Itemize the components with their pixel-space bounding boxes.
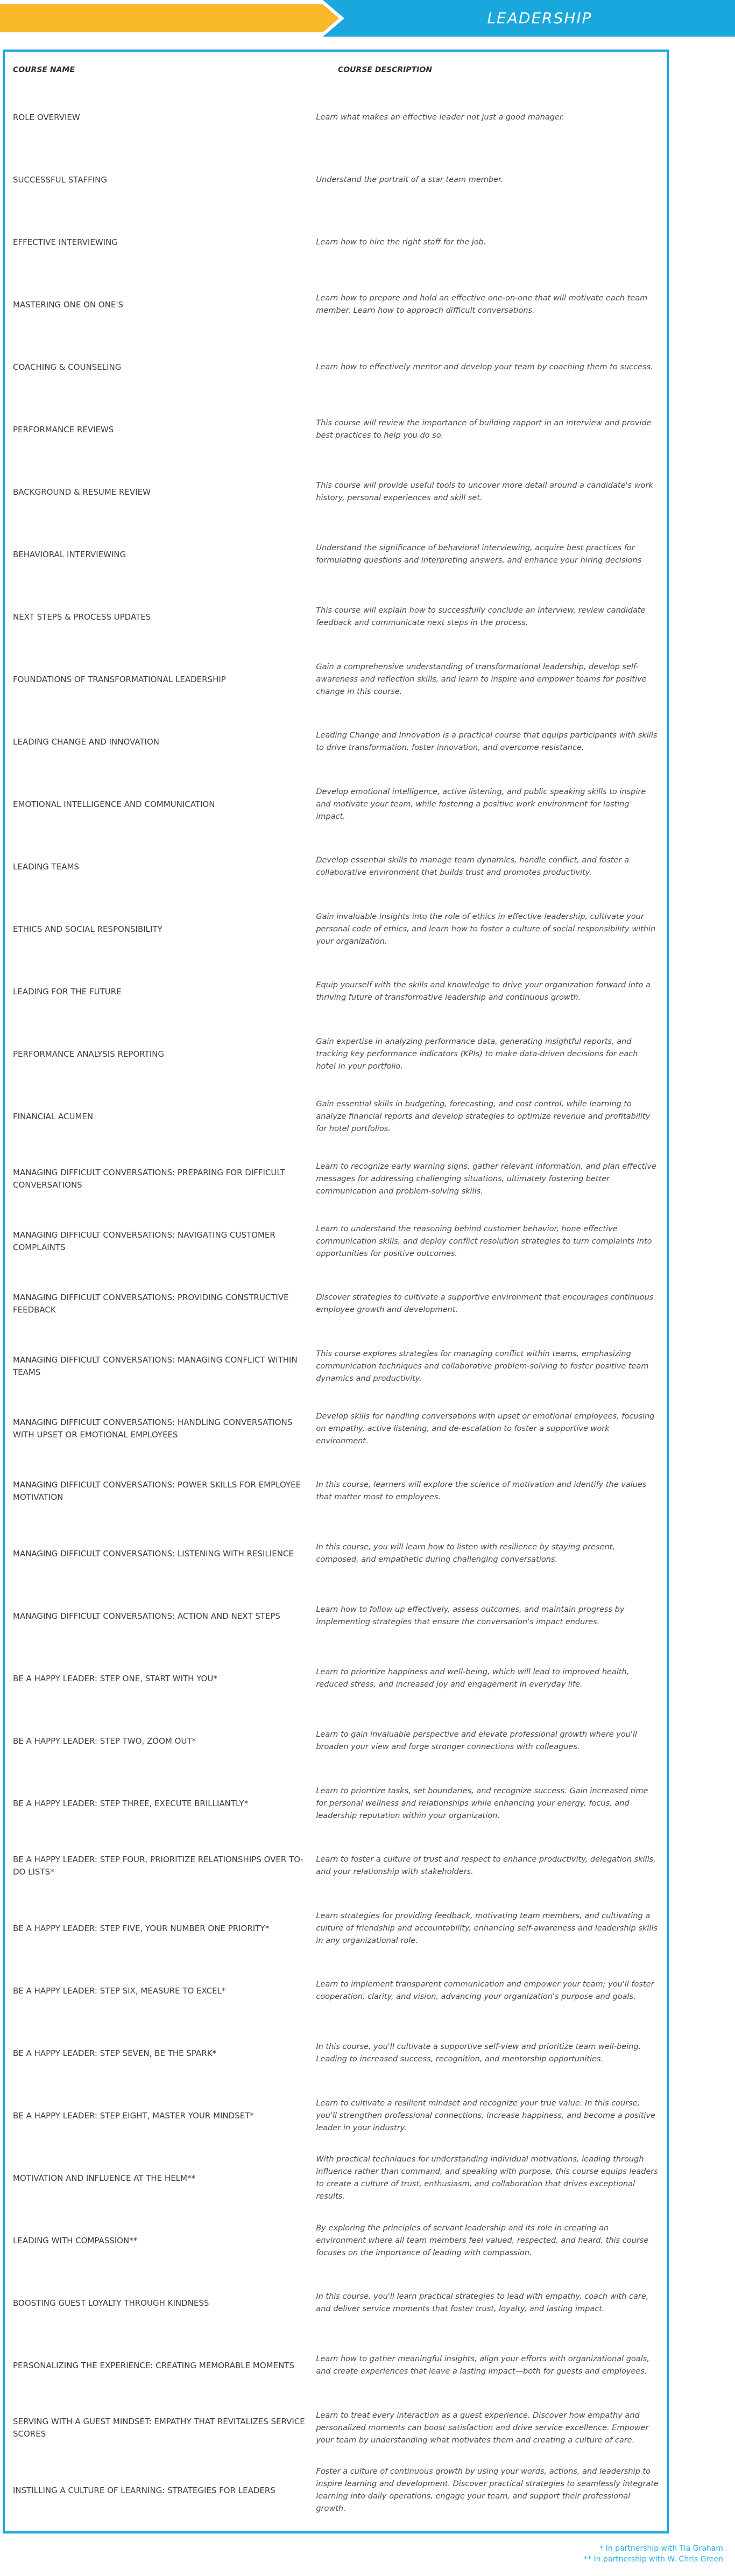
table-row xyxy=(13,2147,659,2209)
course-name: INSTILLING A CULTURE OF LEARNING: STRATEGIES FOR LEADERS xyxy=(13,2485,275,2495)
table-row xyxy=(13,2397,659,2459)
table-row xyxy=(13,1835,659,1897)
course-description: Learn to foster a culture of trust and respect to enhance productivity, delegation skills, and your relationship with stakeholders. xyxy=(316,1855,656,1876)
course-name: MOTIVATION AND INFLUENCE AT THE HELM** xyxy=(13,2173,195,2183)
course-description: This course will provide useful tools to uncover more detail around a candidate's work history, personal experiences and skill set. xyxy=(316,481,653,502)
course-name: MANAGING DIFFICULT CONVERSATIONS: LISTENING WITH RESILIENCE xyxy=(13,1548,294,1559)
course-name: BE A HAPPY LEADER: STEP SEVEN, BE THE SPARK* xyxy=(13,2048,217,2058)
course-name: PERFORMANCE ANALYSIS REPORTING xyxy=(13,1049,164,1059)
course-description: Equip yourself with the skills and knowledge to drive your organization forward into a thriving future of transformative leadership and continuous growth. xyxy=(316,981,651,1002)
course-description: This course will review the importance of building rapport in an interview and provide best practices to help you do so. xyxy=(316,419,652,440)
course-description: Learn to prioritize tasks, set boundaries, and recognize success. Gain increased time for personal wellness and relationships while enhancing your energy, focus, and leadership reputation within your organization. xyxy=(316,1786,648,1820)
course-list xyxy=(13,86,659,2522)
table-row xyxy=(13,648,659,711)
course-description: In this course, you'll cultivate a supportive self-view and prioritize team well-being. Leading to increased success, recognition, and mentorship opportunities. xyxy=(316,2042,641,2063)
table-row xyxy=(13,1273,659,1335)
column-header-course-name: COURSE NAME xyxy=(13,66,75,74)
table-row xyxy=(13,1148,659,1210)
table-row xyxy=(13,2209,659,2272)
course-description: Foster a culture of continuous growth by using your words, actions, and leadership to inspire learning and development. Discover practical strategies to seamlessly integrate learning into daily operations, engage your team, and support their professional growth. xyxy=(316,2467,659,2513)
table-row xyxy=(13,960,659,1023)
course-description: Learn how to effectively mentor and develop your team by coaching them to success. xyxy=(316,362,653,371)
course-description: This course will explain how to successfully conclude an interview, review candidate feedback and communicate next steps in the process. xyxy=(316,606,646,627)
table-row xyxy=(13,2334,659,2397)
table-row xyxy=(13,1772,659,1835)
course-description: Understand the significance of behavioral interviewing, acquire best practices for formulating questions and interpreting answers, and enhance your hiring decisions xyxy=(316,544,642,565)
table-row xyxy=(13,1585,659,1647)
course-name: LEADING TEAMS xyxy=(13,861,80,872)
course-name: BEHAVIORAL INTERVIEWING xyxy=(13,549,126,559)
course-name: NEXT STEPS & PROCESS UPDATES xyxy=(13,612,151,622)
course-name: PERFORMANCE REVIEWS xyxy=(13,424,114,434)
course-description: By exploring the principles of servant leadership and its role in creating an environment where all team members feel valued, respected, and heard, this course focuses on the importance of leading with compassion. xyxy=(316,2223,649,2257)
course-description: Gain a comprehensive understanding of transformational leadership, develop self-awareness and reflection skills, and learn to inspire and empower teams for positive change in this course. xyxy=(316,662,647,696)
column-header-course-description: COURSE DESCRIPTION xyxy=(338,66,433,74)
table-row xyxy=(13,273,659,336)
course-description: Develop emotional intelligence, active listening, and public speaking skills to inspire and motivate your team, while fostering a positive work environment for lasting impact. xyxy=(316,787,646,821)
table-row xyxy=(13,398,659,461)
table-row xyxy=(13,1522,659,1585)
table-row xyxy=(13,2272,659,2334)
table-row xyxy=(13,1647,659,1710)
table-row xyxy=(13,773,659,836)
table-row xyxy=(13,1023,659,1085)
course-description: Learn strategies for providing feedback, motivating team members, and cultivating a culture of friendship and accountability, enhancing self-awareness and leadership skills in any organizational role. xyxy=(316,1911,658,1945)
footnote-chris-green: ** In partnership with W. Chris Green xyxy=(584,2555,723,2564)
table-row xyxy=(13,836,659,898)
course-name: MANAGING DIFFICULT CONVERSATIONS: PREPARING FOR DIFFICULT CONVERSATIONS xyxy=(13,1168,285,1190)
page-title: LEADERSHIP xyxy=(487,9,592,27)
course-description: With practical techniques for understanding individual motivations, leading through influence rather than command, and speaking with purpose, this course equips leaders to create a culture of trust, enthusiasm, and collaboration that drives exceptional results. xyxy=(316,2155,658,2201)
table-row xyxy=(13,149,659,211)
banner-yellow-arrow xyxy=(0,4,339,32)
table-row xyxy=(13,586,659,648)
course-name: SUCCESSFUL STAFFING xyxy=(13,174,108,185)
course-description: Develop skills for handling conversations with upset or emotional employees, focusing on empathy, active listening, and de-escalation to foster a supportive work environment. xyxy=(316,1412,655,1445)
course-description: Discover strategies to cultivate a supportive environment that encourages continuous employee growth and development. xyxy=(316,1293,654,1314)
course-description: Leading Change and Innovation is a practical course that equips participants with skills to drive transformation, foster innovation, and overcome resistance. xyxy=(316,731,658,752)
course-name: BE A HAPPY LEADER: STEP TWO, ZOOM OUT* xyxy=(13,1736,196,1746)
course-name: BE A HAPPY LEADER: STEP THREE, EXECUTE BRILLIANTLY* xyxy=(13,1798,249,1808)
course-name: ETHICS AND SOCIAL RESPONSIBILITY xyxy=(13,924,162,934)
course-name: BACKGROUND & RESUME REVIEW xyxy=(13,487,151,497)
table-row xyxy=(13,1210,659,1273)
course-name: MASTERING ONE ON ONE'S xyxy=(13,299,124,310)
table-row xyxy=(13,211,659,273)
course-description: In this course, learners will explore the science of motivation and identify the values that matter most to employees. xyxy=(316,1480,647,1501)
course-description: Understand the portrait of a star team member. xyxy=(316,175,504,184)
table-row xyxy=(13,1085,659,1148)
course-name: MANAGING DIFFICULT CONVERSATIONS: ACTION AND NEXT STEPS xyxy=(13,1611,280,1621)
course-description: Learn to gain invaluable perspective and elevate professional growth where you'll broaden your view and forge stronger connections with colleagues. xyxy=(316,1730,637,1751)
course-name: SERVING WITH A GUEST MINDSET: EMPATHY THAT REVITALIZES SERVICE SCORES xyxy=(13,2417,305,2439)
table-row xyxy=(13,1710,659,1772)
course-name: MANAGING DIFFICULT CONVERSATIONS: HANDLING CONVERSATIONS WITH UPSET OR EMOTIONAL EMPLOYEES xyxy=(13,1417,293,1440)
table-row xyxy=(13,1460,659,1522)
table-row xyxy=(13,2459,659,2522)
course-name: LEADING CHANGE AND INNOVATION xyxy=(13,736,160,747)
course-name: MANAGING DIFFICULT CONVERSATIONS: POWER SKILLS FOR EMPLOYEE MOTIVATION xyxy=(13,1480,301,1502)
course-description: Learn to cultivate a resilient mindset and recognize your true value. In this course, you'll strengthen professional connections, increase happiness, and become a positive leader in your industry. xyxy=(316,2098,656,2132)
course-name: LEADING WITH COMPASSION** xyxy=(13,2235,138,2245)
course-description: Learn to treat every interaction as a guest experience. Discover how empathy and personalized moments can boost satisfaction and drive service excellence. Empower your team by understanding what motivates them and creating a culture of care. xyxy=(316,2411,649,2445)
course-name: MANAGING DIFFICULT CONVERSATIONS: PROVIDING CONSTRUCTIVE FEEDBACK xyxy=(13,1293,289,1315)
course-description: Learn what makes an effective leader not just a good manager. xyxy=(316,113,565,122)
course-description: Learn to implement transparent communication and empower your team; you'll foster cooperation, clarity, and vision, advancing your organization's purpose and goals. xyxy=(316,1980,654,2001)
course-description: In this course, you will learn how to listen with resilience by staying present, composed, and empathetic during challenging conversations. xyxy=(316,1543,615,1564)
course-name: BE A HAPPY LEADER: STEP FIVE, YOUR NUMBER ONE PRIORITY* xyxy=(13,1923,270,1933)
course-description: Learn how to prepare and hold an effective one-on-one that will motivate each team member. Learn how to approach difficult conversations. xyxy=(316,294,648,315)
course-name: BE A HAPPY LEADER: STEP ONE, START WITH YOU* xyxy=(13,1673,217,1683)
course-name: MANAGING DIFFICULT CONVERSATIONS: NAVIGATING CUSTOMER COMPLAINTS xyxy=(13,1230,275,1252)
table-row xyxy=(13,1897,659,1960)
table-row xyxy=(13,898,659,960)
course-name: BE A HAPPY LEADER: STEP SIX, MEASURE TO EXCEL* xyxy=(13,1985,226,1996)
course-name: PERSONALIZING THE EXPERIENCE: CREATING MEMORABLE MOMENTS xyxy=(13,2360,295,2370)
footnotes xyxy=(584,2543,723,2565)
course-description: Learn how to gather meaningful insights, align your efforts with organizational goals, and create experiences that leave a lasting impact—both for guests and employees. xyxy=(316,2355,649,2376)
course-description: Learn how to follow up effectively, assess outcomes, and maintain progress by implementing strategies that ensure the conversation's impact endures. xyxy=(316,1605,625,1626)
course-name: BE A HAPPY LEADER: STEP EIGHT, MASTER YOUR MINDSET* xyxy=(13,2110,254,2121)
course-name: FINANCIAL ACUMEN xyxy=(13,1111,94,1121)
course-name: BE A HAPPY LEADER: STEP FOUR, PRIORITIZE RELATIONSHIPS OVER TO-DO LISTS* xyxy=(13,1855,303,1877)
table-row xyxy=(13,2022,659,2084)
course-name: MANAGING DIFFICULT CONVERSATIONS: MANAGING CONFLICT WITHIN TEAMS xyxy=(13,1355,298,1377)
table-row xyxy=(13,86,659,149)
table-row xyxy=(13,1960,659,2022)
course-description: Gain expertise in analyzing performance data, generating insightful reports, and tracking key performance indicators (KPIs) to make data-driven decisions for each hotel in your portfolio. xyxy=(316,1037,638,1071)
course-description: Learn to prioritize happiness and well-being, which will lead to improved health, reduced stress, and increased joy and engagement in everyday life. xyxy=(316,1668,630,1689)
table-row xyxy=(13,1335,659,1398)
course-description: Learn how to hire the right staff for the job. xyxy=(316,237,486,247)
course-name: LEADING FOR THE FUTURE xyxy=(13,986,122,996)
table-row xyxy=(13,711,659,773)
course-description: Gain invaluable insights into the role of ethics in effective leadership, cultivate your personal code of ethics, and learn how to foster a culture of social responsibility within your organization. xyxy=(316,912,656,946)
course-description: Learn to understand the reasoning behind customer behavior, hone effective communication skills, and deploy conflict resolution strategies to turn complaints into opportunities for positive outcomes. xyxy=(316,1224,652,1258)
table-row xyxy=(13,461,659,523)
course-name: BOOSTING GUEST LOYALTY THROUGH KINDNESS xyxy=(13,2298,209,2308)
course-name: COACHING & COUNSELING xyxy=(13,362,122,372)
table-row xyxy=(13,2084,659,2147)
course-name: FOUNDATIONS OF TRANSFORMATIONAL LEADERSHIP xyxy=(13,674,226,684)
course-name: EMOTIONAL INTELLIGENCE AND COMMUNICATION xyxy=(13,799,215,809)
course-name: ROLE OVERVIEW xyxy=(13,112,80,122)
course-description: Learn to recognize early warning signs, gather relevant information, and plan effective messages for addressing challenging situations, ultimately fostering better communication and problem-solving skills. xyxy=(316,1162,656,1196)
course-description: In this course, you'll learn practical strategies to lead with empathy, coach with care, and deliver service moments that foster trust, loyalty, and lasting impact. xyxy=(316,2292,649,2313)
table-row xyxy=(13,523,659,586)
course-description: Develop essential skills to manage team dynamics, handle conflict, and foster a collaborative environment that builds trust and promotes productivity. xyxy=(316,856,629,877)
leadership-banner xyxy=(0,0,735,37)
table-row xyxy=(13,336,659,398)
table-row xyxy=(13,1398,659,1460)
course-description: Gain essential skills in budgeting, forecasting, and cost control, while learning to analyze financial reports and develop strategies to optimize revenue and profitability for hotel portfolios. xyxy=(316,1099,651,1133)
course-name: EFFECTIVE INTERVIEWING xyxy=(13,237,118,247)
footnote-tia-graham: * In partnership with Tia Graham xyxy=(599,2544,723,2553)
course-description: This course explores strategies for managing conflict within teams, emphasizing communication techniques and collaborative problem-solving to foster positive team dynamics and productivity. xyxy=(316,1349,649,1383)
